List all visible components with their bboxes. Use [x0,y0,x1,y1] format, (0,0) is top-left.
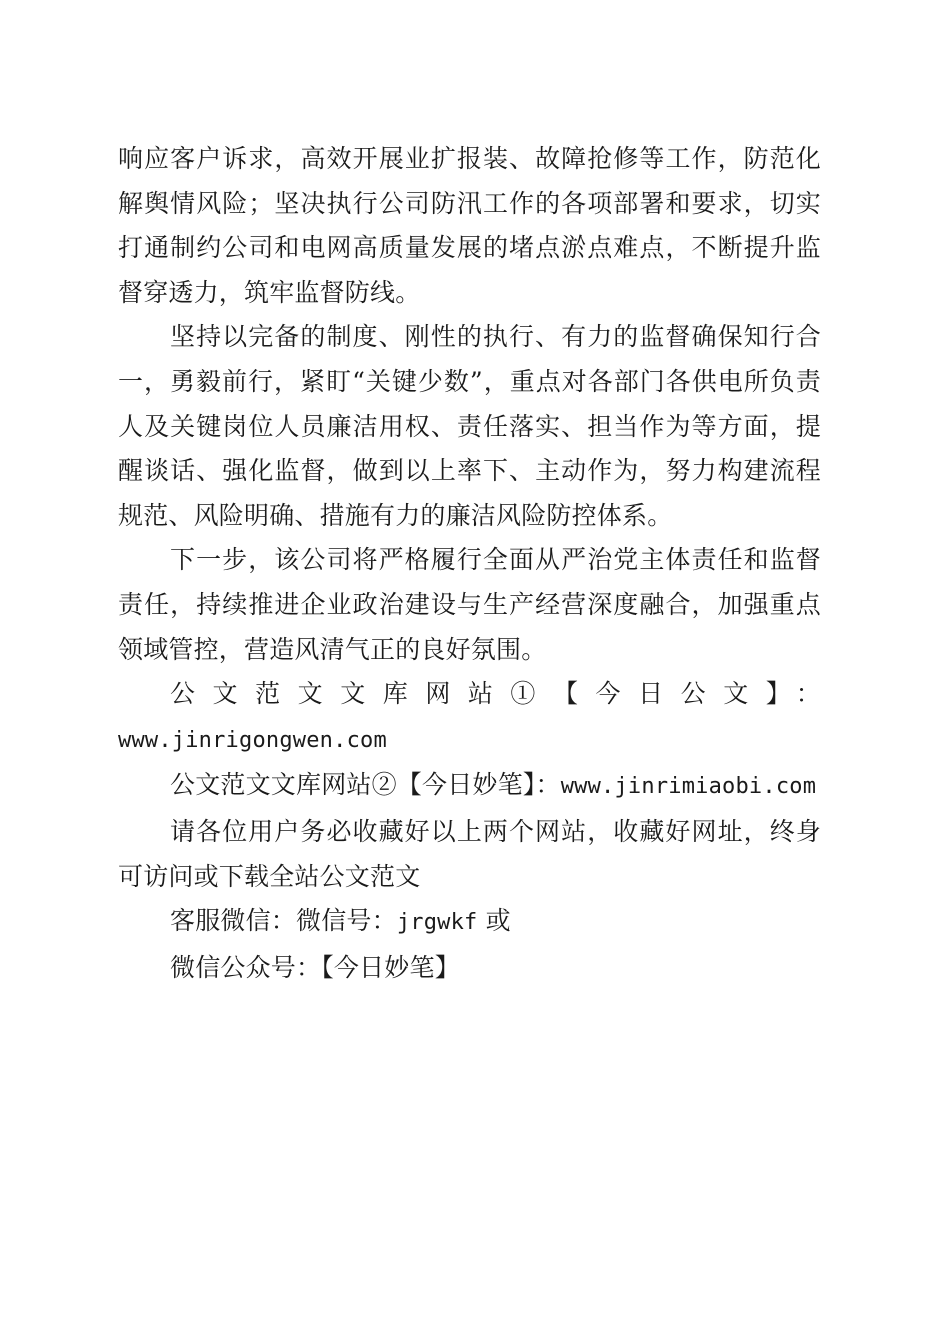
document-page [118,137,821,990]
wechat-or: 或 [485,906,511,936]
body-paragraph-1: 响应客户诉求，高效开展业扩报装、故障抢修等工作，防范化解舆情风险；坚决执行公司防汛工作的各项部署和要求，切实打通制约公司和电网高质量发展的堵点淤点难点，不断提升监督穿透力，筑牢监督防线。 [118,144,821,307]
site2-line [118,763,821,810]
wechat-line [118,899,821,946]
site2-url-text: www.jinrimiaobi.com [560,774,817,800]
body-paragraph-2: 坚持以完备的制度、刚性的执行、有力的监督确保知行合一，勇毅前行，紧盯“关键少数”，重点对各部门各供电所负责人及关键岗位人员廉洁用权、责任落实、担当作为等方面，提醒谈话、强化监督，做到以上率下、主动作为，努力构建流程规范、风险明确、措施有力的廉洁风险防控体系。 [118,322,821,530]
site1-label: 公文范文文库网站①【今日公文】： [170,679,821,709]
wechat-label: 客服微信：微信号： [170,906,397,936]
bookmark-notice: 请各位用户务必收藏好以上两个网站，收藏好网址，终身可访问或下载全站公文范文 [118,816,821,891]
wechat-id: jrgwkf [396,910,478,936]
body-paragraph-3: 下一步，该公司将严格履行全面从严治党主体责任和监督责任，持续推进企业政治建设与生产经营深度融合，加强重点领域管控，营造风清气正的良好氛围。 [118,545,821,664]
site2-label: 公文范文文库网站②【今日妙笔】： [170,770,561,800]
site1-url-text: www.jinrigongwen.com [118,727,387,753]
site1-url [118,717,821,764]
official-account-line: 微信公众号：【今日妙笔】 [170,952,460,982]
